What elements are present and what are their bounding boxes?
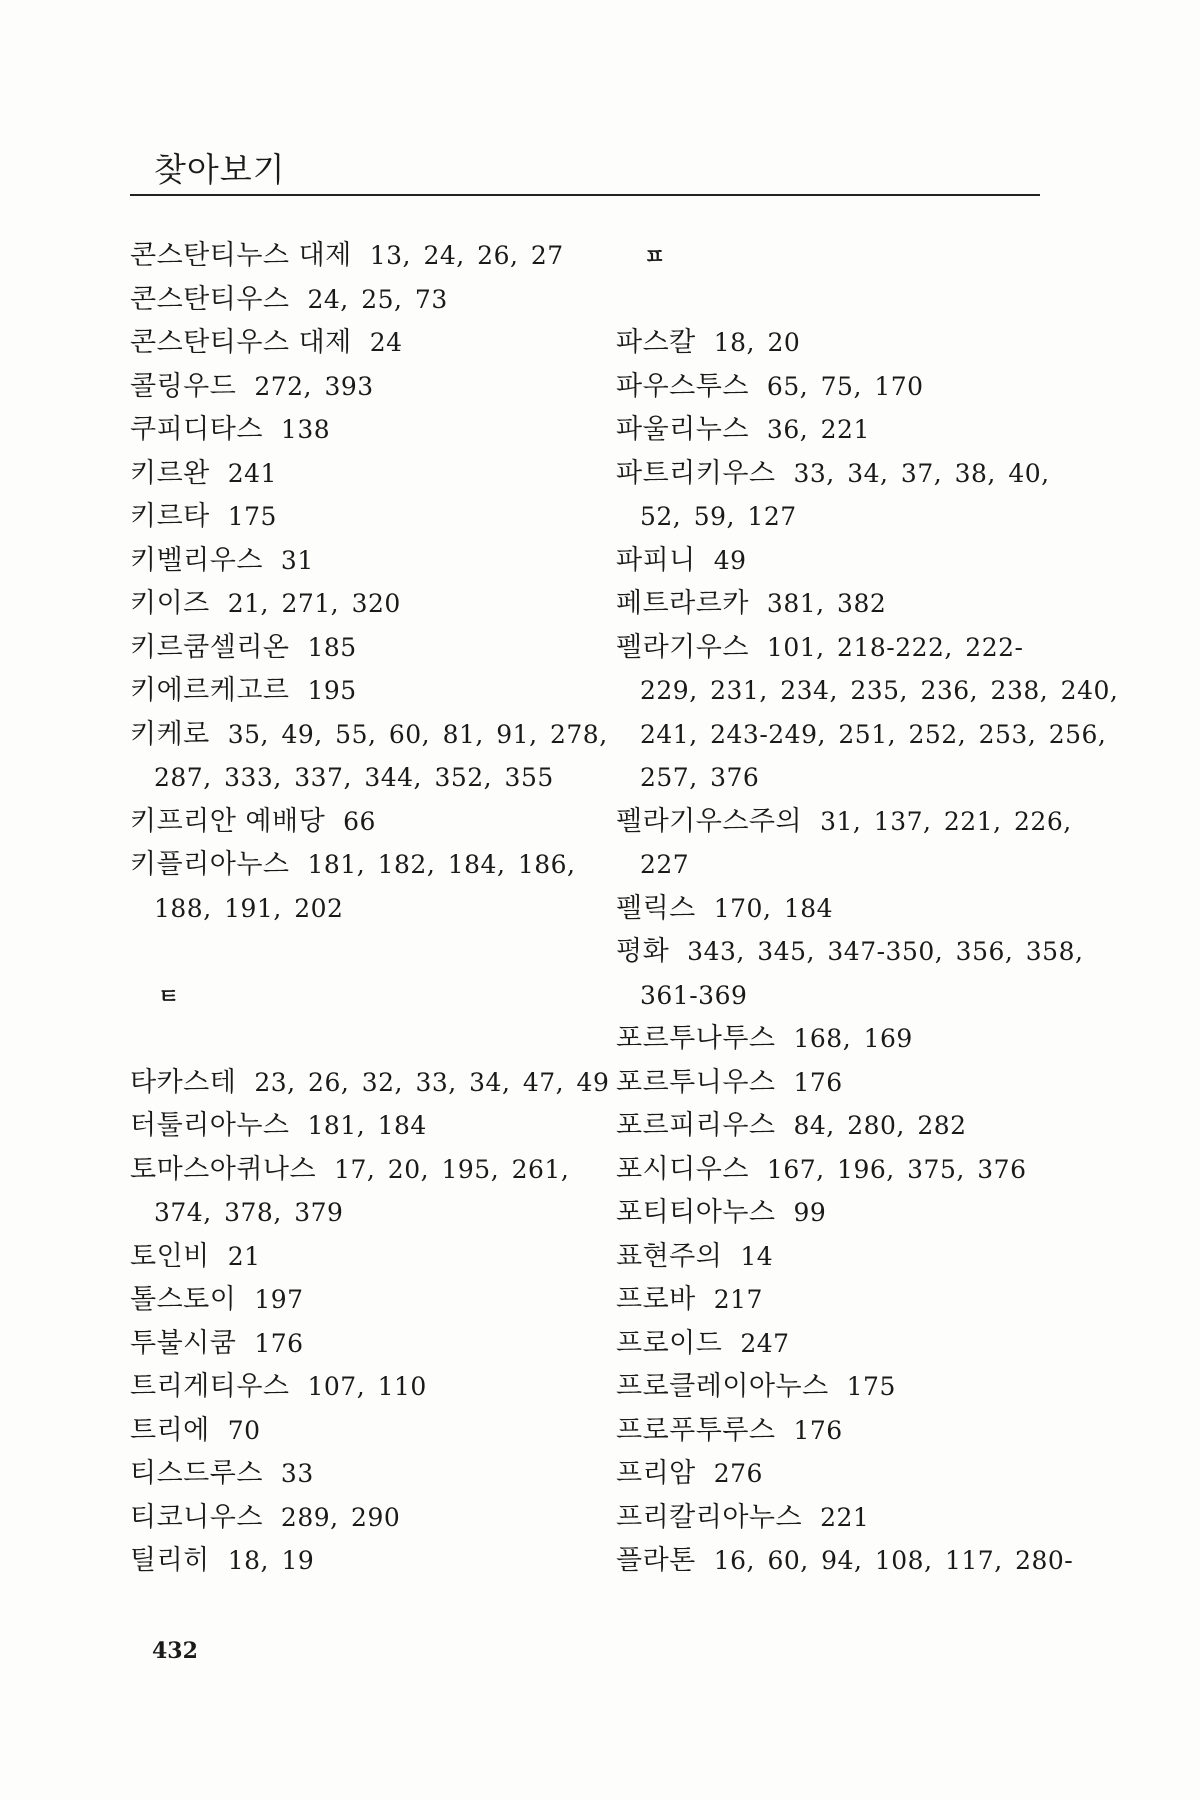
index-entry <box>616 408 1046 452</box>
index-entry <box>616 452 1050 496</box>
page-references: 176 <box>793 1067 843 1097</box>
page-references: 167, 196, 375, 376 <box>766 1154 1027 1184</box>
page-references: 257, 376 <box>640 763 760 792</box>
index-entry <box>130 1278 600 1322</box>
page-references: 195 <box>307 676 357 705</box>
page-references: 176 <box>793 1415 843 1445</box>
page-references: 175 <box>227 502 277 531</box>
header-rule <box>130 194 1040 196</box>
index-term: 프로바 <box>616 1284 696 1315</box>
index-term: 티스드루스 <box>130 1458 263 1489</box>
page-references: 13, 24, 26, 27 <box>369 241 564 270</box>
index-entry <box>130 1539 600 1583</box>
index-entry <box>130 1409 600 1453</box>
index-term: 파피니 <box>616 544 696 576</box>
page-references: 17, 20, 195, 261, <box>334 1154 570 1184</box>
index-term: 토인비 <box>130 1240 210 1272</box>
index-entry <box>616 365 1046 409</box>
index-entry-continuation <box>616 669 1119 713</box>
index-term: 콘스탄티우스 대제 <box>130 327 352 358</box>
index-term: 키벨리우스 <box>130 544 263 576</box>
spacer <box>130 930 600 974</box>
index-entry <box>616 1017 1046 1061</box>
index-term: 콘스탄티누스 대제 <box>130 240 352 271</box>
index-entry-continuation <box>130 756 600 800</box>
page-references: 31, 137, 221, 226, <box>820 806 1072 836</box>
index-term: 키프리안 예배당 <box>130 805 326 837</box>
page-references: 21 <box>227 1241 261 1271</box>
page-references: 217 <box>713 1285 763 1314</box>
index-term: 투불시쿰 <box>130 1327 237 1359</box>
index-entry <box>130 408 600 452</box>
page-references: 52, 59, 127 <box>640 502 797 531</box>
index-term: 트리에 <box>130 1414 210 1446</box>
index-term: 포시디우스 <box>616 1153 749 1185</box>
index-entry-continuation <box>130 1191 600 1235</box>
index-entry-continuation <box>616 495 1046 539</box>
page-references: 381, 382 <box>766 589 887 618</box>
page-references: 241, 243-249, 251, 252, 253, 256, <box>640 719 1107 749</box>
index-entry <box>616 887 1046 931</box>
index-term: 틸리히 <box>130 1545 210 1576</box>
index-entry <box>130 234 600 278</box>
index-entry-continuation <box>616 713 1107 757</box>
page-references: 185 <box>307 632 357 662</box>
index-term: 키플리아누스 <box>130 849 290 880</box>
page-references: 138 <box>280 415 331 444</box>
index-term: 파우스투스 <box>616 370 749 402</box>
index-entry <box>130 452 600 496</box>
page-references: 18, 19 <box>227 1546 315 1575</box>
section-letter-line <box>130 974 600 1018</box>
index-term: 프리칼리아누스 <box>616 1501 803 1533</box>
page-references: 36, 221 <box>766 415 870 444</box>
index-entry <box>616 1104 1046 1148</box>
section-letter: ㅍ <box>644 245 666 270</box>
page-references: 374, 378, 379 <box>154 1198 344 1227</box>
index-entry <box>616 1452 1046 1496</box>
section-letter: ㅌ <box>158 984 180 1010</box>
index-term: 펠라기우스주의 <box>616 805 803 837</box>
page-references: 16, 60, 94, 108, 117, 280- <box>713 1546 1074 1575</box>
page-references: 99 <box>793 1198 827 1227</box>
index-entry <box>616 1365 1046 1409</box>
index-term: 콜링우드 <box>130 370 237 402</box>
index-term: 페트라르카 <box>616 588 749 619</box>
page-references: 197 <box>254 1285 304 1314</box>
page-references: 175 <box>846 1372 896 1401</box>
section-letter-line <box>616 234 1046 278</box>
index-entry-continuation <box>616 756 1046 800</box>
index-entry <box>130 626 600 670</box>
index-entry <box>130 1061 610 1105</box>
index-entry <box>616 1235 1046 1279</box>
page-number: 432 <box>152 1638 198 1664</box>
index-entry <box>130 1104 600 1148</box>
index-entry <box>130 321 600 365</box>
index-entry <box>616 321 1046 365</box>
left-column <box>130 234 610 1583</box>
index-entry <box>616 1539 1074 1583</box>
index-entry <box>130 582 600 626</box>
index-term: 터툴리아누스 <box>130 1110 290 1141</box>
page-references: 276 <box>713 1459 763 1488</box>
index-entry <box>130 495 600 539</box>
index-entry <box>130 365 600 409</box>
index-term: 포르피리우스 <box>616 1110 776 1141</box>
page-references: 176 <box>254 1328 304 1358</box>
index-term: 프로이드 <box>616 1327 723 1359</box>
index-entry <box>616 1061 1046 1105</box>
index-term: 프로푸투루스 <box>616 1414 776 1446</box>
page-references: 289, 290 <box>280 1502 401 1532</box>
index-term: 파트리키우스 <box>616 457 776 489</box>
page-references: 18, 20 <box>713 328 801 357</box>
page-references: 66 <box>343 806 376 836</box>
index-term: 포티티아누스 <box>616 1197 776 1228</box>
index-term: 표현주의 <box>616 1240 723 1272</box>
spacer <box>616 278 1046 322</box>
page-references: 361-369 <box>640 980 748 1010</box>
index-entry-continuation <box>616 843 1046 887</box>
page-references: 33, 34, 37, 38, 40, <box>793 458 1050 488</box>
page-references: 84, 280, 282 <box>793 1111 967 1140</box>
index-entry <box>616 1278 1046 1322</box>
page-references: 23, 26, 32, 33, 34, 47, 49 <box>254 1067 610 1097</box>
page-references: 49 <box>713 545 747 575</box>
page-references: 14 <box>740 1241 774 1271</box>
index-entry <box>130 1148 600 1192</box>
index-term: 키르타 <box>130 501 210 532</box>
index-entry <box>130 1322 600 1366</box>
index-term: 키에르케고르 <box>130 675 290 706</box>
page-references: 221 <box>820 1502 870 1532</box>
index-term: 파스칼 <box>616 327 696 358</box>
page-references: 170, 184 <box>713 893 834 923</box>
index-entry <box>616 1409 1046 1453</box>
page-references: 247 <box>740 1328 790 1358</box>
index-term: 콘스탄티우스 <box>130 283 290 315</box>
index-term: 톨스토이 <box>130 1284 237 1315</box>
index-term: 티코니우스 <box>130 1501 263 1533</box>
page-references: 21, 271, 320 <box>227 589 401 618</box>
page-references: 287, 333, 337, 344, 352, 355 <box>154 763 554 792</box>
index-entry <box>616 1322 1046 1366</box>
right-column <box>616 234 1119 1583</box>
index-term: 펠릭스 <box>616 892 696 924</box>
page-references: 272, 393 <box>254 371 374 401</box>
index-term: 키르쿰셀리온 <box>130 631 290 663</box>
index-entry-continuation <box>130 887 600 931</box>
page-references: 31 <box>280 545 314 575</box>
index-term: 트리게티우스 <box>130 1371 290 1402</box>
page-references: 229, 231, 234, 235, 236, 238, 240, <box>640 676 1119 705</box>
index-entry <box>616 930 1084 974</box>
index-entry <box>616 626 1046 670</box>
index-entry <box>616 800 1072 844</box>
page-references: 65, 75, 170 <box>766 371 924 401</box>
index-entry <box>130 669 600 713</box>
index-term: 키이즈 <box>130 588 210 619</box>
index-term: 플라톤 <box>616 1545 696 1576</box>
page-references: 107, 110 <box>307 1372 427 1401</box>
index-entry <box>130 800 600 844</box>
index-entry <box>616 1496 1046 1540</box>
index-entry <box>616 1148 1046 1192</box>
index-entry <box>616 1191 1046 1235</box>
index-entry-continuation <box>616 974 1046 1018</box>
index-term: 파울리누스 <box>616 414 749 445</box>
page-references: 168, 169 <box>793 1024 913 1053</box>
spacer <box>130 1017 600 1061</box>
page-references: 227 <box>640 850 690 879</box>
index-term: 포르투니우스 <box>616 1066 776 1098</box>
index-term: 키케로 <box>130 718 210 750</box>
page-references: 188, 191, 202 <box>154 893 344 923</box>
page-references: 24 <box>369 328 403 357</box>
page-references: 24, 25, 73 <box>307 284 448 314</box>
index-entry <box>130 1235 600 1279</box>
page-references: 241 <box>227 458 277 488</box>
page-references: 33 <box>280 1459 314 1488</box>
page-references: 343, 345, 347-350, 356, 358, <box>687 937 1084 966</box>
index-entry <box>616 539 1046 583</box>
index-term: 프리암 <box>616 1458 696 1489</box>
index-term: 타카스테 <box>130 1066 237 1098</box>
page-header <box>130 148 1040 196</box>
index-entry <box>130 539 600 583</box>
index-entry <box>130 278 600 322</box>
index-entry <box>130 713 608 757</box>
page-references: 35, 49, 55, 60, 81, 91, 278, <box>227 719 608 749</box>
index-term: 포르투나투스 <box>616 1023 776 1054</box>
page-references: 181, 184 <box>307 1111 427 1140</box>
index-entry <box>130 1496 600 1540</box>
index-entry <box>130 1452 600 1496</box>
index-entry <box>130 843 600 887</box>
running-head: 찾아보기 <box>154 150 286 189</box>
page-references: 70 <box>227 1415 261 1445</box>
page-references: 101, 218-222, 222- <box>766 632 1024 662</box>
index-term: 쿠피디타스 <box>130 414 263 445</box>
index-entry <box>616 582 1046 626</box>
index-term: 토마스아퀴나스 <box>130 1153 317 1185</box>
index-term: 평화 <box>616 936 670 967</box>
index-term: 펠라기우스 <box>616 631 749 663</box>
index-term: 프로클레이아누스 <box>616 1371 829 1402</box>
page-references: 181, 182, 184, 186, <box>307 850 576 879</box>
index-term: 키르완 <box>130 457 210 489</box>
index-entry <box>130 1365 600 1409</box>
